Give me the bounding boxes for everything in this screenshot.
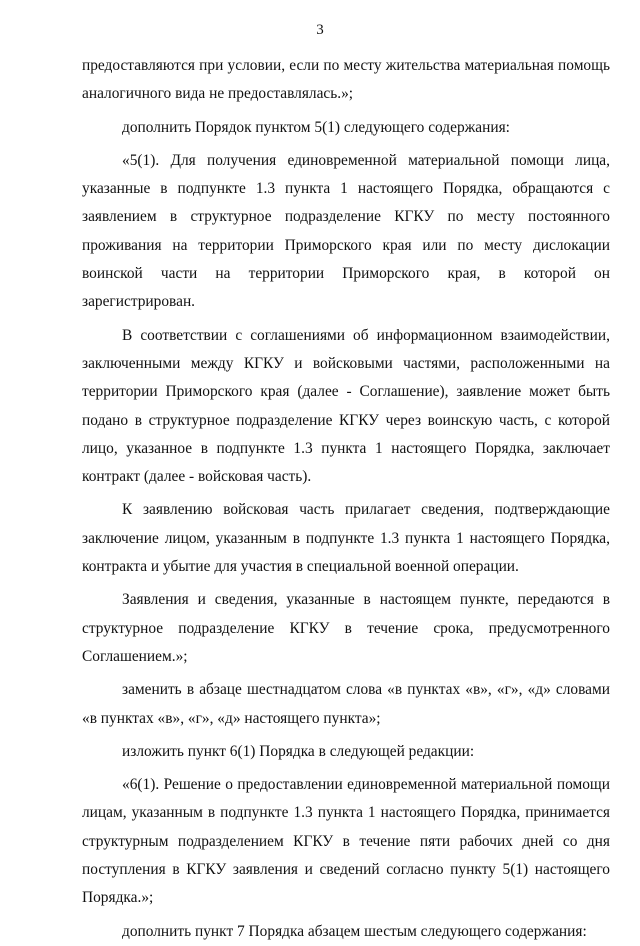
text-line: предоставляются при условии, если по месту жительства материальная помощь	[82, 57, 610, 74]
paragraph-5-1-text	[82, 147, 610, 317]
text-line: Заявления и сведения, указанные в настоящем пункте, передаются в	[122, 591, 610, 609]
page-number: 3	[316, 22, 324, 38]
text-line: аналогичного вида не предоставлялась.»;	[82, 85, 354, 103]
text-line: «в пунктах «в», «г», «д» настоящего пункта»;	[82, 709, 381, 727]
document-body	[82, 52, 610, 946]
text-line: заменить в абзаце шестнадцатом слова «в пунктах «в», «г», «д» словами	[122, 681, 610, 699]
paragraph-amend-7	[82, 918, 610, 946]
text-line: контракт (далее - войсковая часть).	[82, 468, 312, 486]
text-line: поступления в КГКУ заявления и сведений согласно пункту 5(1) настоящего	[82, 861, 610, 879]
paragraph-6-1-text	[82, 771, 610, 912]
paragraph-transfer	[82, 586, 610, 671]
text-line: Соглашением.»;	[82, 647, 188, 665]
text-line: лицо, указанное в подпункте 1.3 пункта 1 настоящего Порядка, заключает	[82, 439, 610, 457]
text-line: заявлением в структурное подразделение КГКУ по месту постоянного	[82, 208, 610, 226]
paragraph-continuation	[82, 52, 610, 109]
text-line: указанные в подпункте 1.3 пункта 1 настоящего Порядка, обращаются с	[82, 180, 610, 198]
paragraph-restate-6-1	[82, 738, 610, 766]
text-line: дополнить пункт 7 Порядка абзацем шестым следующего содержания:	[122, 922, 587, 940]
text-line: лицам, указанным в подпункте 1.3 пункта 1 настоящего Порядка, принимается	[82, 804, 610, 822]
text-line: К заявлению войсковая часть прилагает сведения, подтверждающие	[122, 501, 610, 519]
text-line: структурное подразделение КГКУ в течение срока, предусмотренного	[82, 619, 610, 637]
text-line: изложить пункт 6(1) Порядка в следующей редакции:	[122, 742, 475, 760]
text-line: заключенными между КГКУ и войсковыми частями, расположенными на	[82, 354, 610, 372]
text-line: территории Приморского края (далее - Соглашение), заявление может быть	[82, 383, 610, 401]
text-line: «6(1). Решение о предоставлении единовременной материальной помощи	[122, 776, 610, 794]
paragraph-attachments	[82, 496, 610, 581]
paragraph-amend-5-1	[82, 114, 610, 142]
text-line: воинской части на территории Приморского края, в которой он	[82, 265, 610, 283]
text-line: Порядка.»;	[82, 889, 154, 907]
text-line: зарегистрирован.	[82, 293, 196, 311]
text-line: В соответствии с соглашениями об информационном взаимодействии,	[122, 326, 610, 344]
text-line: проживания на территории Приморского края или по месту дислокации	[82, 236, 610, 254]
text-line: заключение лицом, указанным в подпункте 1.3 пункта 1 настоящего Порядка,	[82, 529, 610, 547]
text-line: «5(1). Для получения единовременной материальной помощи лица,	[122, 151, 610, 169]
text-line: контракта и убытие для участия в специальной военной операции.	[82, 558, 519, 576]
text-line: структурным подразделением КГКУ в течение пяти рабочих дней со дня	[82, 832, 610, 850]
text-line: подано в структурное подразделение КГКУ через воинскую часть, с которой	[82, 411, 610, 429]
paragraph-replace-words	[82, 676, 610, 733]
paragraph-agreements	[82, 322, 610, 492]
text-line: дополнить Порядок пунктом 5(1) следующего содержания:	[122, 118, 510, 136]
